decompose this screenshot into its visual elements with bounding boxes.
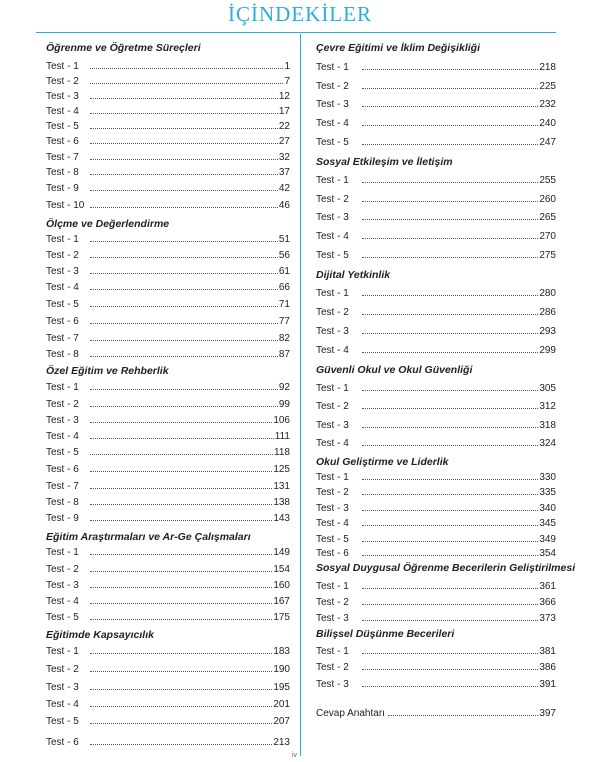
toc-entry-page: 255 (539, 175, 556, 186)
toc-entry-label: Test - 3 (316, 326, 349, 337)
toc-entry-label: Test - 7 (46, 152, 79, 163)
toc-entry-page: 106 (273, 415, 290, 426)
dot-leader (362, 408, 538, 409)
section-heading: Dijital Yetkinlik (316, 269, 391, 281)
toc-entry[interactable] (46, 88, 290, 102)
toc-entry-label: Test - 1 (316, 288, 349, 299)
toc-entry-page: 260 (539, 194, 556, 205)
toc-entry-label: Test - 3 (316, 503, 349, 514)
toc-entry[interactable] (46, 197, 290, 211)
toc-entry-page: 118 (274, 447, 290, 458)
dot-leader (388, 715, 538, 716)
toc-entry-page: 160 (273, 580, 290, 591)
toc-entry[interactable] (46, 478, 290, 492)
dot-leader (90, 257, 278, 258)
dot-leader (362, 669, 538, 670)
dot-leader (90, 488, 272, 489)
toc-entry[interactable] (46, 661, 290, 675)
toc-entry-page: 138 (273, 497, 290, 508)
toc-entry-label: Test - 5 (316, 534, 349, 545)
toc-entry[interactable] (316, 342, 556, 356)
toc-entry-label: Test - 8 (46, 497, 79, 508)
toc-entry[interactable] (46, 118, 290, 132)
toc-entry-label: Test - 2 (316, 401, 349, 412)
dot-leader (90, 723, 272, 724)
toc-entry-label: Test - 4 (46, 106, 79, 117)
dot-leader (362, 510, 538, 511)
toc-entry-page: 37 (278, 167, 290, 178)
toc-entry-label: Test - 3 (316, 679, 349, 690)
toc-entry[interactable] (316, 578, 556, 592)
dot-leader (90, 174, 278, 175)
dot-leader (362, 541, 538, 542)
toc-entry[interactable] (316, 500, 556, 514)
toc-entry[interactable] (316, 304, 556, 318)
toc-entry[interactable] (46, 593, 290, 607)
dot-leader (90, 190, 278, 191)
toc-entry-page: 391 (539, 679, 556, 690)
toc-entry[interactable] (46, 412, 290, 426)
toc-entry[interactable] (316, 531, 556, 545)
toc-entry[interactable] (46, 149, 290, 163)
toc-entry-page: 82 (278, 333, 290, 344)
toc-entry-label: Test - 2 (316, 81, 349, 92)
dot-leader (362, 295, 538, 296)
dot-leader (90, 554, 272, 555)
column-divider (300, 34, 301, 756)
toc-entry-page: 381 (539, 646, 556, 657)
toc-entry-page: 175 (273, 612, 290, 623)
toc-entry-label: Test - 1 (316, 383, 349, 394)
toc-entry[interactable] (46, 73, 290, 87)
toc-entry[interactable] (316, 484, 556, 498)
toc-entry[interactable] (46, 734, 290, 748)
toc-entry[interactable] (46, 103, 290, 117)
toc-entry-label: Test - 4 (316, 118, 349, 129)
toc-entry-page: 61 (278, 266, 290, 277)
dot-leader (90, 159, 278, 160)
dot-leader (90, 207, 278, 208)
dot-leader (90, 98, 278, 99)
toc-entry-page: 195 (273, 682, 290, 693)
toc-entry-page: 280 (539, 288, 556, 299)
dot-leader (90, 587, 272, 588)
toc-entry-page: 213 (273, 737, 290, 748)
toc-entry-label: Test - 6 (46, 464, 79, 475)
toc-entry-page: 349 (539, 534, 556, 545)
dot-leader (90, 454, 273, 455)
dot-leader (90, 389, 278, 390)
toc-entry-page: 99 (278, 399, 290, 410)
toc-entry[interactable] (46, 263, 290, 277)
toc-entry-page: 293 (539, 326, 556, 337)
toc-entry-label: Test - 2 (316, 307, 349, 318)
toc-entry-label: Cevap Anahtarı (316, 708, 385, 719)
toc-entry[interactable] (316, 380, 556, 394)
toc-entry-page: 201 (273, 699, 290, 710)
dot-leader (362, 525, 538, 526)
toc-entry-page: 225 (539, 81, 556, 92)
dot-leader (90, 340, 278, 341)
toc-entry-page: 386 (539, 662, 556, 673)
dot-leader (362, 125, 538, 126)
dot-leader (362, 219, 538, 220)
toc-entry-label: Test - 1 (316, 472, 349, 483)
toc-entry-page: 42 (278, 183, 290, 194)
dot-leader (90, 356, 278, 357)
toc-entry-label: Test - 4 (46, 699, 79, 710)
toc-entry-page: 305 (539, 383, 556, 394)
section-heading: Sosyal Etkileşim ve İletişim (316, 156, 453, 168)
toc-entry-label: Test - 5 (316, 250, 349, 261)
dot-leader (362, 257, 538, 258)
toc-entry[interactable] (46, 494, 290, 508)
toc-entry[interactable] (316, 209, 556, 223)
dot-leader (90, 706, 272, 707)
toc-entry[interactable] (46, 544, 290, 558)
toc-entry-label: Test - 3 (316, 212, 349, 223)
toc-entry-label: Test - 1 (46, 234, 79, 245)
toc-entry-label: Test - 3 (46, 580, 79, 591)
toc-entry[interactable] (316, 59, 556, 73)
section-heading: Sosyal Duygusal Öğrenme Becerilerin Geliştirilmesi (316, 562, 576, 574)
dot-leader (362, 588, 538, 589)
dot-leader (362, 479, 538, 480)
toc-entry-label: Test - 1 (46, 646, 79, 657)
toc-entry-page: 71 (278, 299, 290, 310)
toc-entry[interactable] (46, 679, 290, 693)
toc-entry-label: Test - 4 (316, 231, 349, 242)
dot-leader (90, 422, 272, 423)
toc-entry-label: Test - 2 (316, 487, 349, 498)
toc-entry[interactable] (46, 180, 290, 194)
title-rule (36, 32, 556, 33)
toc-entry-page: 299 (539, 345, 556, 356)
toc-entry-page: 66 (278, 282, 290, 293)
toc-entry[interactable] (316, 172, 556, 186)
toc-entry-label: Test - 6 (316, 548, 349, 559)
dot-leader (90, 571, 272, 572)
toc-entry[interactable] (316, 191, 556, 205)
toc-entry-label: Test - 5 (46, 299, 79, 310)
dot-leader (362, 555, 538, 556)
dot-leader (362, 201, 538, 202)
toc-entry[interactable] (316, 78, 556, 92)
toc-entry[interactable] (316, 545, 556, 559)
toc-entry-page: 7 (284, 76, 290, 87)
dot-leader (362, 182, 538, 183)
toc-entry-page: 154 (273, 564, 290, 575)
toc-entry-label: Test - 7 (46, 333, 79, 344)
toc-entry-label: Test - 2 (316, 597, 349, 608)
toc-entry[interactable] (46, 561, 290, 575)
toc-entry-page: 46 (278, 200, 290, 211)
toc-entry-page: 190 (273, 664, 290, 675)
toc-entry[interactable] (46, 58, 290, 72)
toc-entry-label: Test - 3 (46, 415, 79, 426)
toc-entry-label: Test - 5 (46, 447, 79, 458)
page-title: İÇİNDEKİLER (228, 2, 372, 26)
toc-entry-label: Test - 8 (46, 349, 79, 360)
toc-entry[interactable] (46, 313, 290, 327)
dot-leader (362, 144, 538, 145)
dot-leader (90, 471, 272, 472)
toc-entry-page: 17 (278, 106, 290, 117)
toc-entry-page: 149 (273, 547, 290, 558)
dot-leader (362, 238, 538, 239)
toc-entry[interactable] (316, 398, 556, 412)
toc-entry-page: 340 (539, 503, 556, 514)
toc-entry[interactable] (316, 435, 556, 449)
toc-entry[interactable] (46, 231, 290, 245)
dot-leader (362, 686, 538, 687)
toc-entry[interactable] (316, 323, 556, 337)
toc-entry-page: 77 (278, 316, 290, 327)
toc-entry-label: Test - 8 (46, 167, 79, 178)
toc-entry-page: 318 (539, 420, 556, 431)
dot-leader (90, 689, 272, 690)
dot-leader (90, 113, 278, 114)
toc-entry-label: Test - 1 (46, 547, 79, 558)
toc-entry-label: Test - 2 (46, 76, 79, 87)
toc-entry-page: 324 (539, 438, 556, 449)
toc-entry-label: Test - 9 (46, 513, 79, 524)
toc-entry-label: Test - 2 (46, 664, 79, 675)
toc-entry-label: Test - 3 (46, 266, 79, 277)
toc-entry[interactable] (46, 379, 290, 393)
dot-leader (90, 438, 274, 439)
toc-entry-label: Test - 2 (46, 399, 79, 410)
toc-entry-label: Test - 1 (46, 61, 79, 72)
toc-entry-page: 1 (284, 61, 290, 72)
toc-entry-label: Test - 4 (46, 596, 79, 607)
toc-entry-page: 51 (278, 234, 290, 245)
toc-entry-page: 131 (273, 481, 290, 492)
section-heading: Okul Geliştirme ve Liderlik (316, 456, 449, 468)
toc-entry-label: Test - 10 (46, 200, 85, 211)
toc-entry-page: 330 (539, 472, 556, 483)
toc-entry[interactable] (316, 643, 556, 657)
dot-leader (362, 445, 538, 446)
toc-entry-page: 240 (539, 118, 556, 129)
dot-leader (90, 241, 278, 242)
section-heading: Güvenli Okul ve Okul Güvenliği (316, 364, 473, 376)
toc-entry-label: Test - 3 (316, 420, 349, 431)
toc-entry-page: 183 (273, 646, 290, 657)
toc-entry[interactable] (316, 676, 556, 690)
dot-leader (90, 143, 278, 144)
toc-entry-page: 167 (273, 596, 290, 607)
dot-leader (362, 427, 538, 428)
dot-leader (362, 390, 538, 391)
toc-entry-page: 275 (539, 250, 556, 261)
toc-entry-label: Test - 3 (316, 99, 349, 110)
toc-entry-page: 286 (539, 307, 556, 318)
section-heading: Ölçme ve Değerlendirme (46, 218, 170, 230)
toc-entry-label: Test - 4 (316, 438, 349, 449)
toc-entry-page: 125 (273, 464, 290, 475)
toc-entry-page: 27 (278, 136, 290, 147)
dot-leader (90, 306, 278, 307)
toc-entry-page: 22 (278, 121, 290, 132)
toc-entry[interactable] (46, 510, 290, 524)
dot-leader (90, 323, 278, 324)
toc-entry-page: 345 (539, 518, 556, 529)
toc-entry-label: Test - 6 (46, 316, 79, 327)
toc-entry-page: 312 (539, 401, 556, 412)
dot-leader (90, 68, 283, 69)
toc-entry-label: Test - 4 (316, 518, 349, 529)
toc-entry-page: 87 (278, 349, 290, 360)
toc-entry-page: 270 (539, 231, 556, 242)
dot-leader (90, 83, 283, 84)
toc-entry[interactable] (46, 461, 290, 475)
section-heading: Çevre Eğitimi ve İklim Değişikliği (316, 42, 480, 54)
toc-entry[interactable] (316, 285, 556, 299)
toc-entry[interactable] (316, 417, 556, 431)
toc-entry[interactable] (316, 705, 556, 719)
dot-leader (90, 406, 278, 407)
toc-entry[interactable] (46, 696, 290, 710)
toc-entry[interactable] (46, 330, 290, 344)
toc-entry-label: Test - 3 (46, 91, 79, 102)
dot-leader (90, 128, 278, 129)
toc-entry[interactable] (46, 247, 290, 261)
dot-leader (362, 352, 538, 353)
toc-entry[interactable] (46, 164, 290, 178)
toc-entry-label: Test - 4 (46, 431, 79, 442)
toc-entry-label: Test - 5 (46, 612, 79, 623)
toc-entry-page: 143 (273, 513, 290, 524)
toc-entry-page: 12 (278, 91, 290, 102)
toc-entry-label: Test - 1 (316, 175, 349, 186)
toc-entry-page: 366 (539, 597, 556, 608)
toc-entry-page: 361 (539, 581, 556, 592)
toc-entry-label: Test - 4 (46, 282, 79, 293)
dot-leader (90, 744, 272, 745)
page-number: iv (292, 752, 298, 759)
toc-entry[interactable] (316, 247, 556, 261)
toc-entry[interactable] (316, 134, 556, 148)
toc-entry-label: Test - 7 (46, 481, 79, 492)
toc-entry[interactable] (316, 96, 556, 110)
section-heading: Eğitim Araştırmaları ve Ar-Ge Çalışmaları (46, 531, 251, 543)
toc-entry[interactable] (46, 609, 290, 623)
toc-entry[interactable] (46, 296, 290, 310)
toc-entry-page: 207 (273, 716, 290, 727)
section-heading: Öğrenme ve Öğretme Süreçleri (46, 42, 201, 54)
section-heading: Eğitimde Kapsayıcılık (46, 629, 154, 641)
toc-entry[interactable] (316, 115, 556, 129)
dot-leader (90, 653, 272, 654)
dot-leader (362, 653, 538, 654)
dot-leader (362, 69, 538, 70)
toc-entry[interactable] (46, 279, 290, 293)
toc-entry-page: 397 (539, 708, 556, 719)
toc-entry[interactable] (316, 469, 556, 483)
toc-entry-label: Test - 2 (316, 194, 349, 205)
toc-entry-label: Test - 2 (316, 662, 349, 673)
toc-entry[interactable] (316, 515, 556, 529)
toc-entry[interactable] (316, 659, 556, 673)
toc-entry[interactable] (316, 228, 556, 242)
dot-leader (362, 88, 538, 89)
toc-entry[interactable] (46, 713, 290, 727)
toc-entry[interactable] (46, 428, 290, 442)
toc-entry-label: Test - 1 (316, 581, 349, 592)
toc-entry-label: Test - 5 (46, 121, 79, 132)
toc-entry-label: Test - 5 (316, 137, 349, 148)
toc-entry-page: 32 (278, 152, 290, 163)
dot-leader (90, 619, 272, 620)
section-heading: Özel Eğitim ve Rehberlik (46, 365, 169, 377)
dot-leader (90, 273, 278, 274)
toc-entry-page: 92 (278, 382, 290, 393)
toc-entry[interactable] (46, 577, 290, 591)
toc-entry-label: Test - 1 (316, 646, 349, 657)
toc-entry-page: 56 (278, 250, 290, 261)
toc-entry-label: Test - 4 (316, 345, 349, 356)
toc-entry-page: 354 (539, 548, 556, 559)
dot-leader (90, 289, 278, 290)
toc-entry[interactable] (46, 346, 290, 360)
dot-leader (90, 671, 272, 672)
toc-entry[interactable] (46, 643, 290, 657)
toc-entry[interactable] (46, 133, 290, 147)
toc-entry-page: 232 (539, 99, 556, 110)
section-heading: Bilişsel Düşünme Becerileri (316, 628, 455, 640)
toc-entry-label: Test - 9 (46, 183, 79, 194)
toc-entry-label: Test - 1 (46, 382, 79, 393)
toc-entry-label: Test - 2 (46, 564, 79, 575)
toc-entry[interactable] (316, 594, 556, 608)
toc-entry-label: Test - 6 (46, 136, 79, 147)
dot-leader (362, 333, 538, 334)
toc-entry[interactable] (316, 610, 556, 624)
toc-entry-label: Test - 6 (46, 737, 79, 748)
toc-entry[interactable] (46, 444, 290, 458)
toc-entry-page: 335 (539, 487, 556, 498)
toc-entry-page: 111 (274, 431, 290, 442)
toc-entry-label: Test - 1 (316, 62, 349, 73)
toc-entry-page: 265 (539, 212, 556, 223)
toc-entry-label: Test - 5 (46, 716, 79, 727)
toc-entry-label: Test - 3 (46, 682, 79, 693)
toc-entry-label: Test - 3 (316, 613, 349, 624)
toc-entry-page: 373 (539, 613, 556, 624)
toc-entry-page: 218 (539, 62, 556, 73)
dot-leader (362, 494, 538, 495)
dot-leader (362, 106, 538, 107)
dot-leader (90, 504, 272, 505)
dot-leader (362, 604, 538, 605)
dot-leader (90, 520, 272, 521)
dot-leader (362, 620, 538, 621)
dot-leader (90, 603, 272, 604)
toc-entry[interactable] (46, 396, 290, 410)
dot-leader (362, 314, 538, 315)
toc-entry-label: Test - 2 (46, 250, 79, 261)
toc-entry-page: 247 (539, 137, 556, 148)
